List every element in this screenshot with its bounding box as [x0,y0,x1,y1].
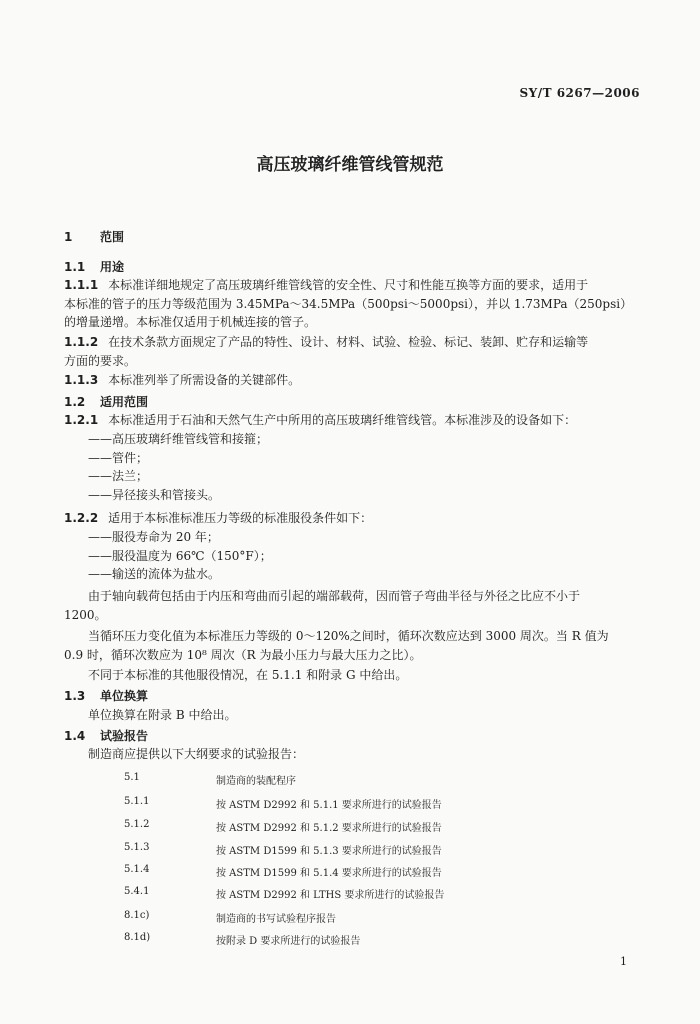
section-title: 用途 [100,260,125,274]
paragraph-unit-conversion: 单位换算在附录 B 中给出。 [88,708,237,722]
clause-text: 本标准详细地规定了高压玻璃纤维管线管的安全性、尺寸和性能互换等方面的要求，适用于 [108,278,589,292]
report-code: 8.1c) [124,910,150,921]
paragraph-other-service: 不同于本标准的其他服役情况，在 5.1.1 和附录 G 中给出。 [88,668,408,682]
paragraph-test-reports: 制造商应提供以下大纲要求的试验报告： [88,747,305,761]
report-desc: 制造商的书写试验程序报告 [216,914,336,925]
section-1-1-heading [64,258,124,275]
clause-text: 适用于本标准标准压力等级的标准服役条件如下： [108,511,373,525]
clause-1-1-2 [64,333,588,370]
section-number: 1 [64,230,73,244]
section-1-3-heading [64,687,148,704]
paragraph-cyclic-pressure [64,627,609,664]
section-1-4-heading [64,727,148,744]
report-code: 5.1.2 [124,819,150,830]
section-1-2-heading [64,393,148,410]
clause-number: 1.1.1 [64,278,99,292]
section-number: 1.1 [64,260,86,274]
page-number: 1 [620,955,627,968]
clause-1-1-3 [64,371,300,390]
clause-1-2-2 [64,509,372,528]
section-1-heading [64,228,124,245]
standard-number: SY/T 6267—2006 [519,86,640,100]
report-code: 8.1d) [124,932,151,943]
service-conditions-list [88,528,272,584]
list-item: ——管件； [88,450,149,465]
report-desc: 按 ASTM D1599 和 5.1.3 要求所进行的试验报告 [216,846,442,857]
section-number: 1.2 [64,395,86,409]
clause-number: 1.2.2 [64,511,99,525]
clause-1-1-1 [64,276,632,332]
list-item: ——服役寿命为 20 年； [88,530,219,544]
clause-text: 本标准适用于石油和天然气生产中所用的高压玻璃纤维管线管。本标准涉及的设备如下： [108,413,577,427]
report-desc: 按附录 D 要求所进行的试验报告 [216,936,361,947]
report-desc: 按 ASTM D2992 和 5.1.1 要求所进行的试验报告 [216,800,442,811]
list-item: ——服役温度为 66℃（150°F）； [88,548,272,563]
report-desc: 制造商的装配程序 [216,776,296,787]
list-item: ——高压玻璃纤维管线管和接箍； [88,432,269,446]
section-title: 单位换算 [100,689,149,703]
report-desc: 按 ASTM D2992 和 5.1.2 要求所进行的试验报告 [216,823,442,834]
list-item: ——异径接头和管接头。 [88,487,221,502]
clause-text: 的增量递增。本标准仅适用于机械连接的管子。 [64,315,317,329]
clause-number: 1.2.1 [64,413,99,427]
clause-text: 方面的要求。 [64,353,137,368]
paragraph-text: 0.9 时，循环次数应为 10⁸ 周次（R 为最小压力与最大压力之比）。 [64,647,422,662]
report-code: 5.1.1 [124,796,150,807]
list-item: ——法兰； [88,469,149,483]
report-desc: 按 ASTM D1599 和 5.1.4 要求所进行的试验报告 [216,868,442,879]
section-title: 适用范围 [100,395,149,409]
report-desc: 按 ASTM D2992 和 LTHS 要求所进行的试验报告 [216,890,445,901]
clause-number: 1.1.2 [64,335,99,349]
clause-1-2-1 [64,411,576,430]
list-item: ——输送的流体为盐水。 [88,567,221,581]
paragraph-text: 1200。 [64,607,107,622]
paragraph-text: 当循环压力变化值为本标准压力等级的 0～120%之间时，循环次数应达到 3000 周次。当 R 值为 [88,629,609,643]
clause-text: 在技术条款方面规定了产品的特性、设计、材料、试验、检验、标记、装卸、贮存和运输等 [108,335,589,349]
paragraph-axial-load [64,587,580,624]
report-code: 5.1.3 [124,842,150,853]
section-title: 范围 [100,230,125,244]
report-code: 5.4.1 [124,886,150,897]
section-title: 试验报告 [100,729,149,743]
paragraph-text: 由于轴向载荷包括由于内压和弯曲而引起的端部载荷，因而管子弯曲半径与外径之比应不小于 [88,589,581,603]
report-code: 5.1.4 [124,864,150,875]
clause-text: 本标准列举了所需设备的关键部件。 [108,373,301,387]
report-code: 5.1 [124,772,140,783]
equipment-list [88,430,268,504]
clause-text: 本标准的管子的压力等级范围为 3.45MPa～34.5MPa（500psi～5000psi），并以 1.73MPa（250psi） [64,296,633,311]
page-title: 高压玻璃纤维管线管规范 [256,155,444,175]
section-number: 1.3 [64,689,86,703]
section-number: 1.4 [64,729,86,743]
clause-number: 1.1.3 [64,373,99,387]
